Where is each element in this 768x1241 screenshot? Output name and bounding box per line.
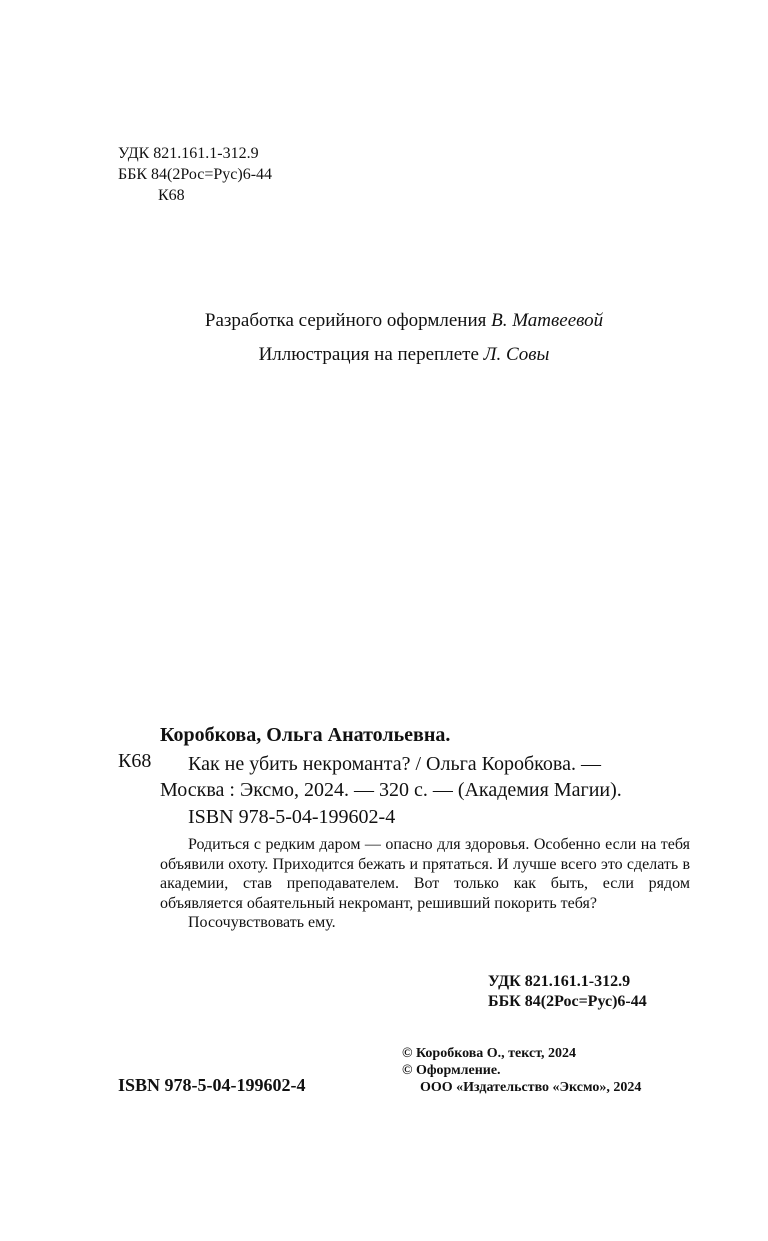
copyright-publisher: ООО «Издательство «Эксмо», 2024 [420,1080,642,1095]
top-classification-codes [118,143,272,206]
bbk-code-bottom: ББК 84(2Рос=Рус)6-44 [488,993,647,1010]
design-credit-name: В. Матвеевой [491,310,604,331]
catalog-code: К68 [118,750,152,772]
design-credit [0,310,768,332]
copyright-block [402,1045,641,1096]
copyright-text: © Коробкова О., текст, 2024 [402,1046,577,1061]
catalog-isbn: ISBN 978-5-04-199602-4 [188,806,396,828]
annotation [160,835,690,933]
isbn-bottom: ISBN 978-5-04-199602-4 [118,1075,306,1095]
udk-code: УДК 821.161.1-312.9 [118,145,259,162]
illustration-credit-name: Л. Совы [483,344,550,365]
annotation-paragraph: Посочувствовать ему. [188,914,336,931]
illustration-credit [0,344,768,366]
copyright-design: © Оформление. [402,1063,501,1078]
illustration-credit-label: Иллюстрация на переплете [258,344,479,365]
catalog-author: Коробкова, Ольга Анатольевна. [160,724,451,746]
udk-code-bottom: УДК 821.161.1-312.9 [488,973,631,990]
author-mark: К68 [158,187,185,204]
catalog-title-line1: Как не убить некроманта? / Ольга Коробкова. — [188,753,601,775]
catalog-title-line2: Москва : Эксмо, 2024. — 320 с. — (Академия Магии). [160,779,622,801]
annotation-paragraph: Родиться с редким даром — опасно для здоровья. Особенно если на тебя объявили охоту. Приходится бежать и прятаться. И лучше всего это сделать в академии, став преподавателем. Вот только как быть, если рядом объявляется обаятельный некромант, решивший покорить тебя? [160,836,690,912]
bbk-code: ББК 84(2Рос=Рус)6-44 [118,166,273,183]
bottom-classification-codes [488,972,647,1012]
design-credit-label: Разработка серийного оформления [204,310,487,331]
